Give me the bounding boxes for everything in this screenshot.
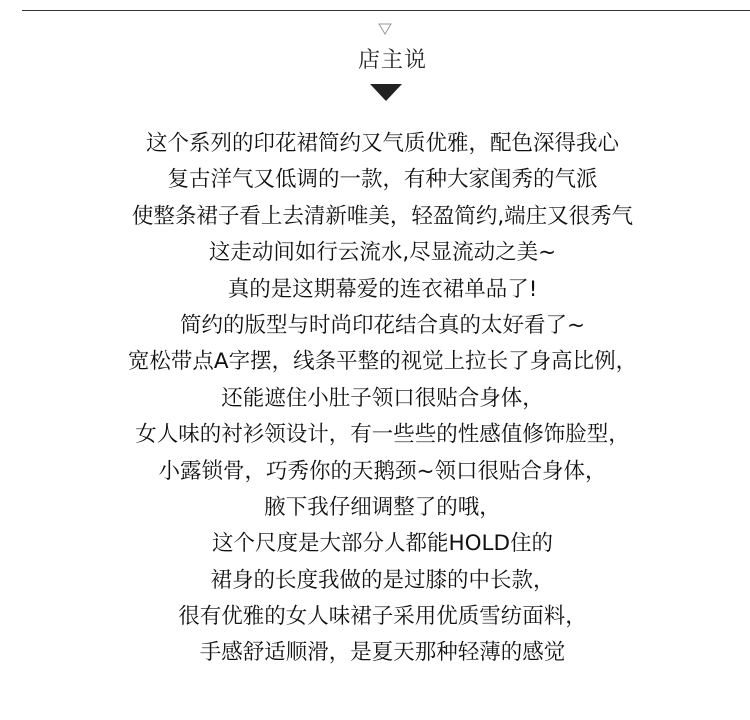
description-line: 很有优雅的女人味裙子采用优质雪纺面料， [178,604,587,630]
description-line: 小露锁骨，巧秀你的天鹅颈~领口很贴合身体， [158,458,607,484]
section-title: 店主说 [357,48,427,73]
description-line: 这个尺度是大部分人都能HOLD住的 [211,531,554,557]
description-line: 女人味的衬衫领设计，有一些些的性感值修饰脸型， [135,422,630,448]
description-line: 还能遮住小肚子领口很贴合身体， [221,385,544,411]
description-line: 真的是这期幕爱的连衣裙单品了! [227,276,538,302]
description-line: 简约的版型与时尚印花结合真的太好看了~ [179,312,586,338]
description-line: 宽松带点A字摆，线条平整的视觉上拉长了身高比例， [127,349,638,375]
description-line: 复古洋气又低调的一款，有种大家闺秀的气派 [167,167,598,193]
down-triangle-filled-icon [370,84,402,101]
description-line: 使整条裙子看上去清新唯美，轻盈简约,端庄又很秀气 [131,203,634,229]
description-line: 裙身的长度我做的是过膝的中长款， [210,567,555,593]
top-divider [22,10,750,11]
description-text [0,126,750,672]
down-triangle-outline-icon [378,23,392,35]
description-line: 这走动间如行云流水,尽显流动之美~ [208,240,557,266]
description-line: 这个系列的印花裙简约又气质优雅，配色深得我心 [145,131,619,156]
description-line: 手感舒适顺滑，是夏天那种轻薄的感觉 [199,640,566,666]
description-line: 腋下我仔细调整了的哦， [264,494,501,520]
